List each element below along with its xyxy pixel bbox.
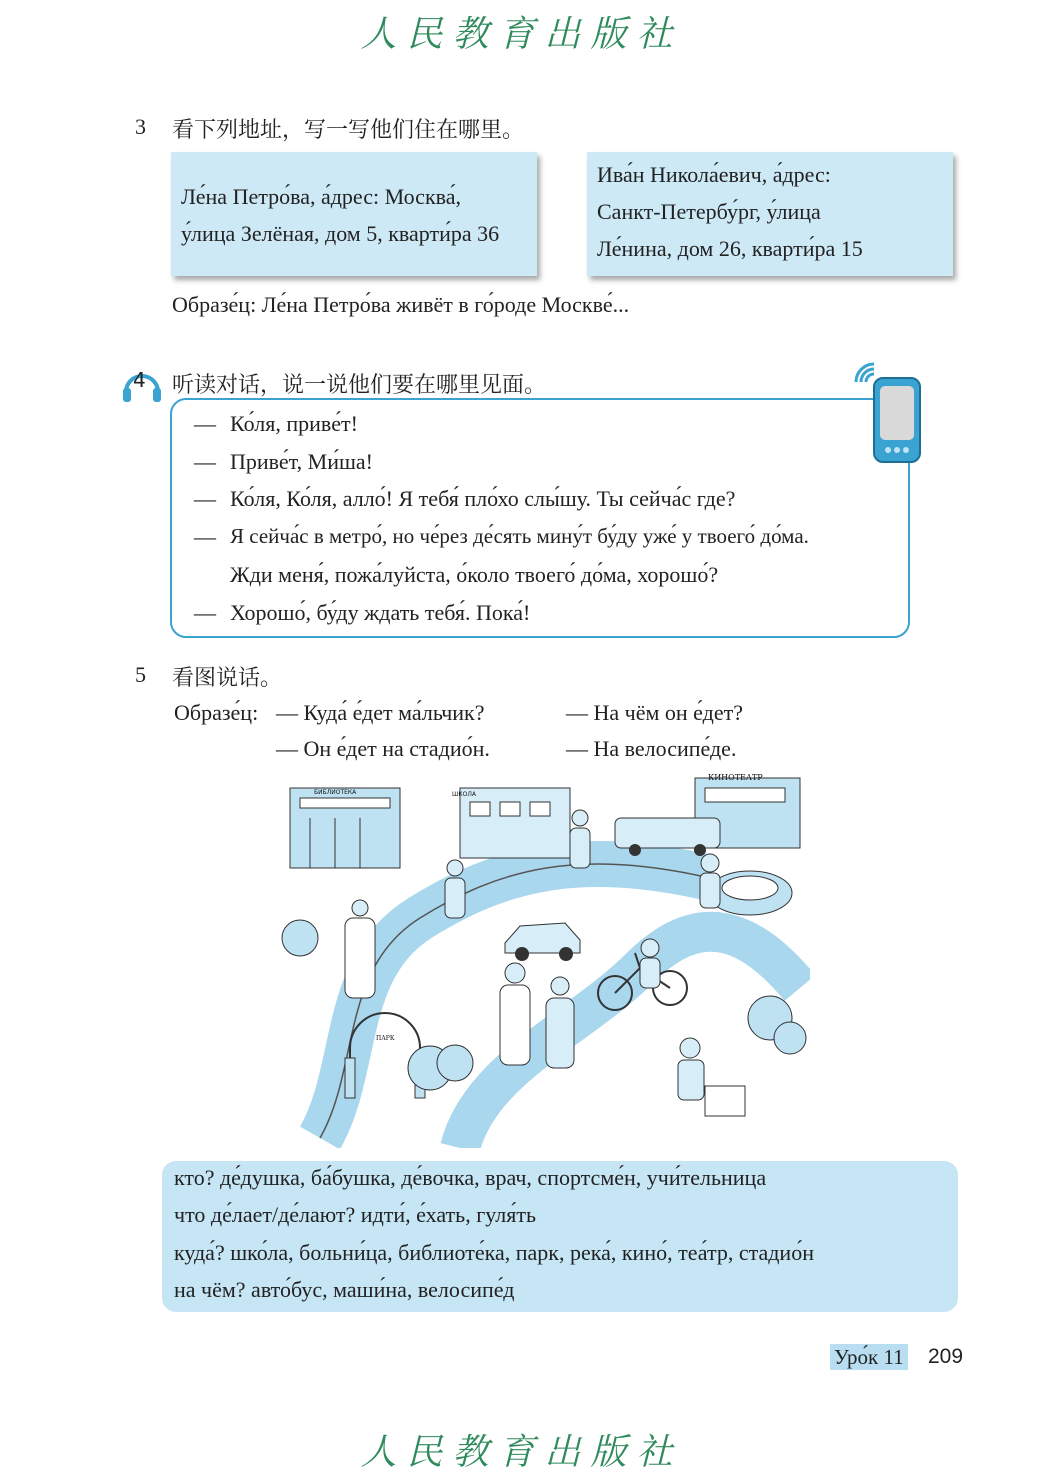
- address-card-line: у́лица Зелёная, дом 5, кварти́ра 36: [181, 221, 500, 246]
- dialogue-line-3: Ко́ля, Ко́ля, алло́! Я тебя́ пло́хо слы́шу. Ты сейча́с где?: [230, 486, 736, 511]
- exercise-5-heading: 看图说话。: [172, 666, 283, 691]
- address-card-lena: [171, 152, 537, 276]
- exercise-4-number: 4: [133, 368, 146, 392]
- page-number: 209: [928, 1345, 964, 1368]
- sample-answer-1: — Он е́дет на стадио́н.: [276, 736, 490, 761]
- dialogue-line-6: Хорошо́, бу́ду ждать тебя́. Пока́!: [230, 600, 531, 625]
- address-card-line: Ива́н Никола́евич, а́дрес:: [597, 162, 831, 187]
- library-sign: БИБЛИОТЕКА: [314, 789, 357, 796]
- vocab-line-where: куда́? шко́ла, больни́ца, библиоте́ка, парк, река́, кино́, теа́тр, стадио́н: [174, 1240, 814, 1265]
- library-building: [290, 788, 400, 868]
- dialogue-dash: —: [194, 524, 216, 549]
- dialogue-line-1: Ко́ля, приве́т!: [230, 411, 358, 436]
- lesson-tag: Уро́к 11: [830, 1344, 908, 1370]
- publisher-logo-top: 人民教育出版社: [360, 14, 683, 55]
- park-sign: ПАРК: [376, 1035, 395, 1042]
- school-sign: ШКОЛА: [452, 791, 477, 798]
- address-card-line: Санкт-Петербу́рг, у́лица: [597, 199, 821, 224]
- vocab-line-what: что де́лает/де́лают? идти́, е́хать, гуля́ть: [174, 1202, 536, 1227]
- exercise-3-heading: 看下列地址，写一写他们住在哪里。: [172, 118, 525, 143]
- dialogue-dash: —: [194, 486, 216, 511]
- address-card-ivan: [587, 152, 953, 276]
- phone-icon: [850, 360, 926, 466]
- address-card-line: Ле́нина, дом 26, кварти́ра 15: [597, 236, 863, 261]
- sample-answer-2: — На велосипе́де.: [566, 736, 737, 761]
- publisher-logo-bottom: 人民教育出版社: [360, 1432, 683, 1473]
- city-illustration: [280, 768, 810, 1148]
- stadium: [708, 871, 792, 915]
- dialogue-line-5: Жди меня́, пожа́луйста, о́коло твоего́ до́ма, хорошо́?: [230, 562, 719, 587]
- dialogue-line-2: Приве́т, Ми́ша!: [230, 449, 374, 474]
- exercise-3-number: 3: [135, 114, 146, 139]
- exercise-3-sample: Образе́ц: Ле́на Петро́ва живёт в го́роде Москве́...: [172, 292, 630, 317]
- vocab-line-who: кто? де́душка, ба́бушка, де́вочка, врач, спортсме́н, учи́тельница: [174, 1165, 767, 1190]
- dialogue-dash: —: [194, 411, 216, 436]
- school-building: [460, 788, 570, 858]
- exercise-4-heading: 听读对话，说一说他们要在哪里见面。: [172, 373, 547, 398]
- exercise-5-sample-label: Образе́ц:: [174, 700, 259, 725]
- cinema-sign: КИНОТЕАТР: [708, 773, 763, 782]
- dialogue-dash: —: [194, 449, 216, 474]
- vocab-line-on-what: на чём? авто́бус, маши́на, велосипе́д: [174, 1277, 515, 1302]
- exercise-5-number: 5: [135, 662, 146, 687]
- dialogue-line-4: Я сейча́с в метро́, но че́рез де́сять мину́т бу́ду уже́ у твоего́ до́ма.: [230, 524, 809, 548]
- dialogue-dash: —: [194, 600, 216, 625]
- sample-question-2: — На чём он е́дет?: [566, 700, 743, 725]
- vocabulary-box: [162, 1161, 958, 1312]
- sample-question-1: — Куда́ е́дет ма́льчик?: [276, 700, 485, 725]
- address-card-line: Ле́на Петро́ва, а́дрес: Москва́,: [181, 184, 461, 209]
